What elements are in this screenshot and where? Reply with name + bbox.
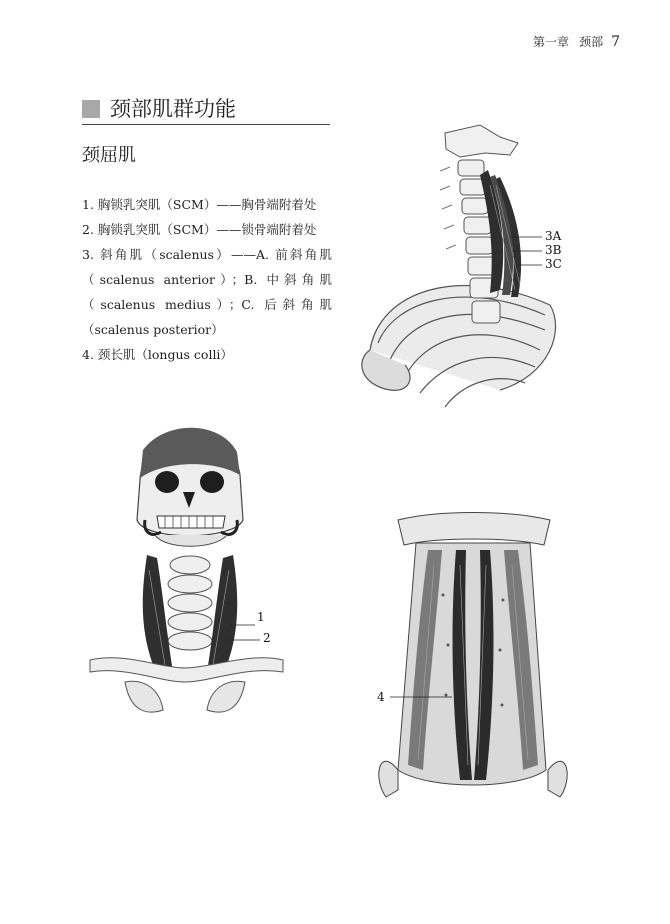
running-head	[533, 33, 620, 50]
title-square-icon	[82, 100, 100, 118]
label-3c: 3C	[545, 257, 562, 271]
scm-illustration	[85, 420, 285, 725]
subheading: 颈屈肌	[82, 145, 136, 166]
longus-colli-drawing	[368, 505, 578, 805]
label-3a: 3A	[545, 229, 562, 243]
label-1: 1	[257, 610, 265, 624]
label-3b: 3B	[545, 243, 562, 257]
chapter-label: 第一章	[533, 35, 570, 49]
page-number: 7	[611, 34, 620, 50]
section-title	[82, 96, 330, 125]
longus-colli-illustration	[368, 505, 578, 805]
label-2: 2	[263, 631, 271, 645]
section-title-text: 颈部肌群功能	[110, 97, 236, 121]
scm-drawing	[85, 420, 285, 725]
list-item: 1. 胸锁乳突肌（SCM）——胸骨端附着处	[82, 197, 317, 212]
label-4: 4	[377, 690, 385, 704]
scalene-drawing	[350, 115, 575, 415]
list-item: 4. 颈长肌（longus colli）	[82, 347, 233, 362]
section-label: 颈部	[579, 35, 604, 49]
list-item: 2. 胸锁乳突肌（SCM）——锁骨端附着处	[82, 222, 317, 237]
muscle-list	[82, 192, 332, 367]
scalene-illustration	[350, 115, 575, 415]
list-item: 3. 斜角肌（scalenus）——A. 前斜角肌（scalenus anterior）；B. 中斜角肌（scalenus medius）；C. 后斜角肌（scalenus posterior）	[82, 247, 332, 337]
